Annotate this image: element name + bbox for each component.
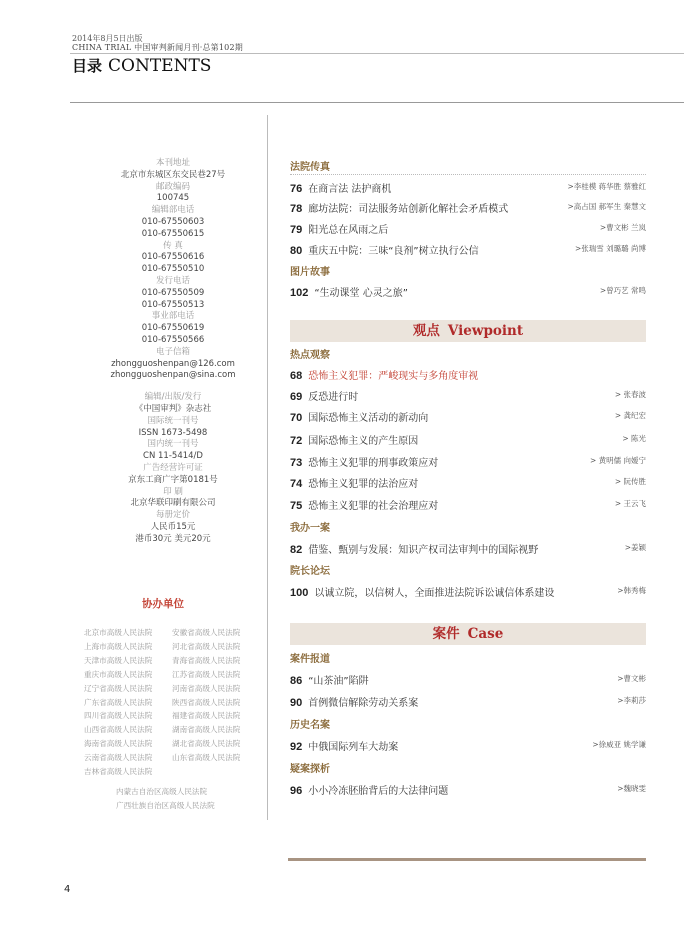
header-rule (70, 53, 684, 54)
toc-item[interactable]: 96 小小冷冻胚胎背后的大法律问题 >魏晓雯 (290, 784, 646, 797)
section-fayuan-chuanzhen: 法院传真 (290, 162, 330, 173)
info-value: 人民币15元 (150, 521, 196, 532)
info-label: 邮政编码 (155, 181, 190, 192)
court-name: 河南省高级人民法院 (172, 683, 241, 693)
bottom-rule (288, 858, 646, 861)
court-row (84, 751, 240, 765)
toc-item[interactable]: 70 国际恐怖主义活动的新动向 > 龚纪宏 (290, 411, 646, 424)
info-value: 010-67550603 (141, 216, 205, 227)
toc-item[interactable]: 76 在商言法 法护商机 >李桂模 蒋华胜 蔡雅红 (290, 182, 646, 195)
info-label: 传 真 (163, 240, 183, 251)
toc-item[interactable]: 73 恐怖主义犯罪的刑事政策应对 > 黄明儒 向嫒宁 (290, 456, 646, 469)
info-label: 发行电话 (155, 275, 190, 286)
court-name: 云南省高级人民法院 (84, 753, 153, 763)
toc-item[interactable]: 79 阳光总在风雨之后 >曹文彬 兰岚 (290, 223, 646, 236)
court-name: 青海省高级人民法院 (172, 655, 241, 665)
co-organizers-list (84, 626, 240, 779)
publish-date: 2014年8月5日出版 (72, 34, 143, 43)
info-value: ISSN 1673-5498 (138, 427, 208, 438)
page-title: 目录 CONTENTS (72, 56, 212, 76)
co-organizers-title: 协办单位 (142, 598, 184, 610)
info-value: 010-67550566 (141, 334, 205, 345)
court-row (84, 626, 240, 640)
info-value: 《中国审判》杂志社 (134, 403, 212, 414)
court-row (84, 654, 240, 668)
toc-item[interactable]: 75 恐怖主义犯罪的社会治理应对 > 王云飞 (290, 499, 646, 512)
court-name: 山西省高级人民法院 (84, 725, 153, 735)
column-divider (267, 115, 268, 820)
info-value: 北京华联印刷有限公司 (130, 498, 216, 509)
toc-item[interactable]: 72 国际恐怖主义的产生原因 > 陈光 (290, 434, 646, 447)
toc-item[interactable]: 80 重庆五中院：三味“良剂”树立执行公信 >张瑞雪 刘璐璐 尚博 (290, 244, 646, 257)
toc-item[interactable]: 86 “山茶油”陷阱 >曹文彬 (290, 674, 646, 687)
info-value: 京东工商广字第0181号 (128, 474, 218, 485)
info-label: 广告经营许可证 (143, 462, 203, 473)
section-yian-tanxi: 疑案探析 (290, 764, 330, 775)
court-row (84, 696, 240, 710)
toc-item[interactable]: 82 借鉴、甄别与发展：知识产权司法审判中的国际视野 >姜颖 (290, 543, 646, 556)
court-name: 辽宁省高级人民法院 (84, 683, 153, 693)
dotted-rule (290, 174, 646, 175)
court-name: 广西壮族自治区高级人民法院 (116, 800, 215, 810)
info-value: 北京市东城区东交民巷27号 (120, 169, 226, 180)
co-organizers-extra (116, 785, 215, 812)
toc-item[interactable]: 102 “生动课堂 心灵之旅” >曾巧艺 常鸣 (290, 286, 646, 299)
court-name: 海南省高级人民法院 (84, 739, 153, 749)
court-row (84, 668, 240, 682)
court-name: 四川省高级人民法院 (84, 711, 153, 721)
toc-item[interactable]: 92 中俄国际列车大劫案 >徐威亚 姚学谦 (290, 740, 646, 753)
info-value: 010-67550615 (141, 228, 205, 239)
info-value: zhongguoshenpan@126.com (111, 358, 235, 369)
section-redian-guancha: 热点观察 (290, 350, 330, 361)
info-label: 本刊地址 (155, 158, 190, 168)
toc-item[interactable]: 69 反恐进行时 > 张春波 (290, 390, 646, 403)
section-woban-yian: 我办一案 (290, 523, 330, 534)
section-anjian-baodao: 案件报道 (290, 654, 330, 665)
info-value: 010-67550510 (141, 264, 205, 275)
court-name: 江苏省高级人民法院 (172, 669, 241, 679)
info-value: 港币30元 美元20元 (135, 533, 211, 544)
info-label: 印 刷 (163, 486, 183, 497)
info-value: 010-67550509 (141, 287, 205, 298)
section-lishi-mingan: 历史名案 (290, 720, 330, 731)
info-label: 编辑部电话 (151, 205, 195, 216)
section-tupian-gushi: 图片故事 (290, 267, 330, 278)
masthead-info (98, 158, 248, 546)
info-label: 国内统一刊号 (147, 439, 199, 450)
court-name: 广东省高级人民法院 (84, 697, 153, 707)
court-name: 湖南省高级人民法院 (172, 725, 241, 735)
info-value: CN 11-5414/D (143, 451, 203, 462)
court-row (84, 723, 240, 737)
court-row (84, 709, 240, 723)
toc-item[interactable]: 100 以诚立院，以信树人，全面推进法院诉讼诚信体系建设 >韩秀梅 (290, 586, 646, 599)
court-name: 安徽省高级人民法院 (172, 628, 241, 637)
info-value: zhongguoshenpan@sina.com (110, 370, 236, 381)
info-label: 事业部电话 (151, 311, 195, 322)
info-label: 国际统一刊号 (147, 415, 199, 426)
court-name: 北京市高级人民法院 (84, 628, 153, 637)
info-value: 010-67550513 (141, 299, 205, 310)
court-name: 山东省高级人民法院 (172, 753, 241, 763)
header-rule-bottom (70, 102, 684, 103)
court-name: 重庆市高级人民法院 (84, 669, 153, 679)
court-name: 河北省高级人民法院 (172, 641, 241, 651)
info-label: 电子信箱 (155, 346, 190, 357)
magazine-line: CHINA TRIAL 中国审判新闻月刊·总第102期 (72, 43, 243, 52)
court-row (84, 640, 240, 654)
info-label: 编辑/出版/发行 (144, 392, 202, 403)
court-row (84, 682, 240, 696)
section-band-case: 案件 Case (290, 623, 646, 645)
court-name: 湖北省高级人民法院 (172, 739, 241, 749)
info-value: 100745 (156, 193, 190, 204)
info-gap (98, 382, 248, 392)
court-row (84, 765, 240, 779)
info-value: 010-67550619 (141, 323, 205, 334)
page-number: 4 (64, 884, 71, 895)
court-name: 福建省高级人民法院 (172, 711, 241, 721)
info-label: 每册定价 (155, 510, 190, 521)
toc-item[interactable]: 68 恐怖主义犯罪：严峻现实与多角度审视 (290, 370, 479, 382)
court-name: 天津市高级人民法院 (84, 655, 153, 665)
court-name: 陕西省高级人民法院 (172, 697, 241, 707)
toc-item[interactable]: 90 首例微信解除劳动关系案 >李莉莎 (290, 696, 646, 709)
court-name: 上海市高级人民法院 (84, 641, 153, 651)
info-value: 010-67550616 (141, 252, 205, 263)
section-yuanzhang-luntan: 院长论坛 (290, 566, 330, 577)
toc-item[interactable]: 78 廊坊法院：司法服务站创新化解社会矛盾模式 >高占国 郝军生 秦慧文 (290, 202, 646, 215)
section-band-viewpoint: 观点 Viewpoint (290, 320, 646, 342)
court-row (84, 737, 240, 751)
court-name: 吉林省高级人民法院 (84, 767, 153, 777)
toc-item[interactable]: 74 恐怖主义犯罪的法治应对 > 阮传胜 (290, 477, 646, 490)
court-name: 内蒙古自治区高级人民法院 (116, 787, 208, 796)
